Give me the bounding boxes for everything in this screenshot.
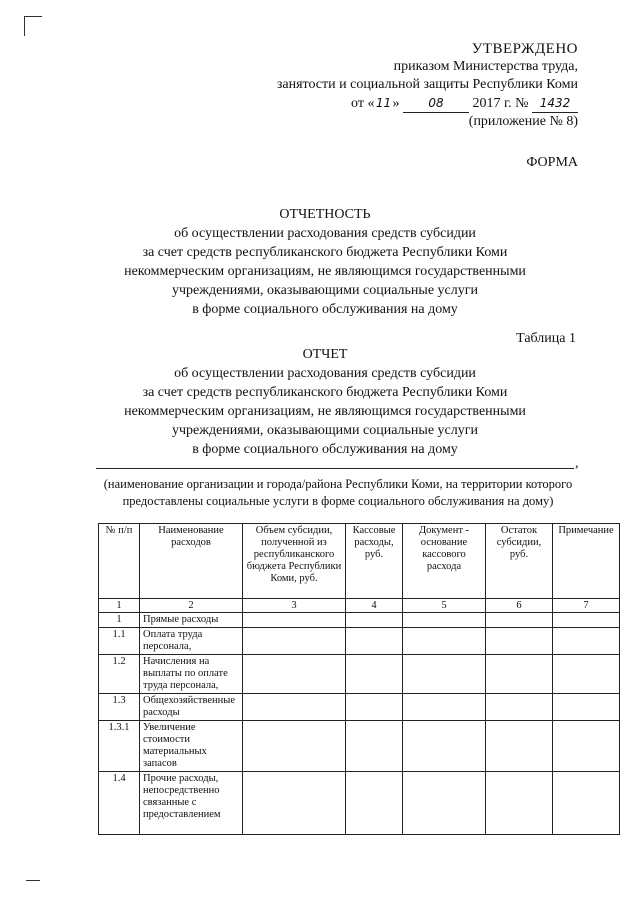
org-comma: ,: [575, 456, 579, 471]
header-cell-subsidy-balance: Остаток субсидии, руб.: [486, 524, 553, 599]
report-title-line: за счет средств республиканского бюджета Республики Коми: [142, 245, 508, 260]
row-cell-empty[interactable]: [403, 694, 486, 721]
report-heading-line: об осуществлении расходования средств субсидии: [174, 366, 476, 381]
order-from-label: от «: [351, 96, 375, 111]
row-expense-name: Увеличение стоимости материальных запасов: [140, 721, 243, 772]
table-row: [99, 628, 620, 655]
row-expense-name: Прямые расходы: [140, 613, 243, 628]
row-cell-empty[interactable]: [403, 613, 486, 628]
order-year: 2017 г. №: [472, 96, 529, 111]
approval-stamp-block: [218, 40, 578, 131]
scan-corner-mark: [24, 16, 29, 36]
row-cell-empty[interactable]: [346, 721, 403, 772]
scan-corner-mark: [26, 880, 40, 881]
org-name-field-line[interactable]: [96, 468, 574, 469]
column-number: 1: [99, 599, 140, 613]
report-title-block: [60, 205, 590, 319]
header-cell-note: Примечание: [553, 524, 620, 599]
scan-corner-mark: [24, 16, 42, 17]
order-month-handwritten: 08: [403, 94, 469, 113]
row-cell-empty[interactable]: [346, 772, 403, 835]
row-number: 1.3: [99, 694, 140, 721]
row-number: 1.2: [99, 655, 140, 694]
header-cell-subsidy-amount: Объем субсидии, полученной из республиканского бюджета Республики Коми, руб.: [243, 524, 346, 599]
row-cell-empty[interactable]: [486, 721, 553, 772]
table-header-row: [99, 524, 620, 599]
column-number: 6: [486, 599, 553, 613]
report-heading-line: в форме социального обслуживания на дому: [192, 442, 458, 457]
report-title-line: об осуществлении расходования средств субсидии: [174, 226, 476, 241]
table-label: Таблица 1: [516, 331, 576, 346]
table-row: [99, 694, 620, 721]
order-date-line: [218, 94, 578, 113]
row-number: 1.3.1: [99, 721, 140, 772]
approval-line: занятости и социальной защиты Республики Коми: [276, 77, 578, 92]
header-cell-expense-name: Наименование расходов: [140, 524, 243, 599]
row-cell-empty[interactable]: [403, 655, 486, 694]
row-cell-empty[interactable]: [243, 655, 346, 694]
form-label: ФОРМА: [526, 155, 578, 170]
row-cell-empty[interactable]: [553, 721, 620, 772]
row-cell-empty[interactable]: [486, 628, 553, 655]
approval-title: УТВЕРЖДЕНО: [471, 41, 578, 57]
row-cell-empty[interactable]: [403, 628, 486, 655]
column-number: 5: [403, 599, 486, 613]
expense-report-table: [98, 523, 620, 835]
header-cell-basis-document: Документ - основание кассового расхода: [403, 524, 486, 599]
report-heading: ОТЧЕТ: [302, 347, 348, 362]
row-cell-empty[interactable]: [553, 655, 620, 694]
row-cell-empty[interactable]: [243, 694, 346, 721]
row-expense-name: Оплата труда персонала,: [140, 628, 243, 655]
order-number-handwritten: 1432: [532, 94, 578, 113]
report-title-heading: ОТЧЕТНОСТЬ: [279, 207, 371, 222]
row-cell-empty[interactable]: [553, 694, 620, 721]
row-cell-empty[interactable]: [486, 772, 553, 835]
table-row: [99, 613, 620, 628]
row-expense-name: Прочие расходы, непосредственно связанные с предоставлением: [140, 772, 243, 835]
row-number: 1.1: [99, 628, 140, 655]
row-cell-empty[interactable]: [553, 613, 620, 628]
column-number: 7: [553, 599, 620, 613]
approval-line: приказом Министерства труда,: [393, 59, 578, 74]
order-day-handwritten: 11: [375, 96, 392, 110]
table-row: [99, 772, 620, 835]
row-cell-empty[interactable]: [553, 772, 620, 835]
table-row: [99, 655, 620, 694]
header-cell-number: № п/п: [99, 524, 140, 599]
row-cell-empty[interactable]: [243, 772, 346, 835]
row-cell-empty[interactable]: [243, 721, 346, 772]
appendix-label: (приложение № 8): [468, 114, 578, 129]
row-cell-empty[interactable]: [346, 628, 403, 655]
row-cell-empty[interactable]: [486, 694, 553, 721]
row-expense-name: Общехозяйственные расходы: [140, 694, 243, 721]
row-cell-empty[interactable]: [346, 694, 403, 721]
row-cell-empty[interactable]: [346, 655, 403, 694]
order-quote: »: [392, 96, 400, 111]
org-caption-line: (наименование организации и города/района Республики Коми, на территории которого: [103, 477, 573, 491]
report-title-line: в форме социального обслуживания на дому: [192, 302, 458, 317]
column-number: 2: [140, 599, 243, 613]
column-number: 3: [243, 599, 346, 613]
row-cell-empty[interactable]: [403, 721, 486, 772]
row-cell-empty[interactable]: [486, 613, 553, 628]
report-heading-line: за счет средств республиканского бюджета Республики Коми: [142, 385, 508, 400]
row-expense-name: Начисления на выплаты по оплате труда персонала,: [140, 655, 243, 694]
row-cell-empty[interactable]: [346, 613, 403, 628]
row-cell-empty[interactable]: [243, 613, 346, 628]
row-cell-empty[interactable]: [243, 628, 346, 655]
row-cell-empty[interactable]: [486, 655, 553, 694]
report-title-line: некоммерческим организациям, не являющимся государственными: [124, 264, 526, 279]
org-caption-line: предоставлены социальные услуги в форме социального обслуживания на дому): [122, 494, 554, 508]
header-cell-cash-expenses: Кассовые расходы, руб.: [346, 524, 403, 599]
row-number: 1.4: [99, 772, 140, 835]
column-number-row: [99, 599, 620, 613]
report-heading-block: [60, 345, 590, 459]
row-cell-empty[interactable]: [403, 772, 486, 835]
row-cell-empty[interactable]: [553, 628, 620, 655]
table-row: [99, 721, 620, 772]
report-title-line: учреждениями, оказывающими социальные услуги: [172, 283, 478, 298]
column-number: 4: [346, 599, 403, 613]
report-heading-line: учреждениями, оказывающими социальные услуги: [172, 423, 478, 438]
row-number: 1: [99, 613, 140, 628]
report-heading-line: некоммерческим организациям, не являющимся государственными: [124, 404, 526, 419]
org-caption: [88, 476, 588, 510]
